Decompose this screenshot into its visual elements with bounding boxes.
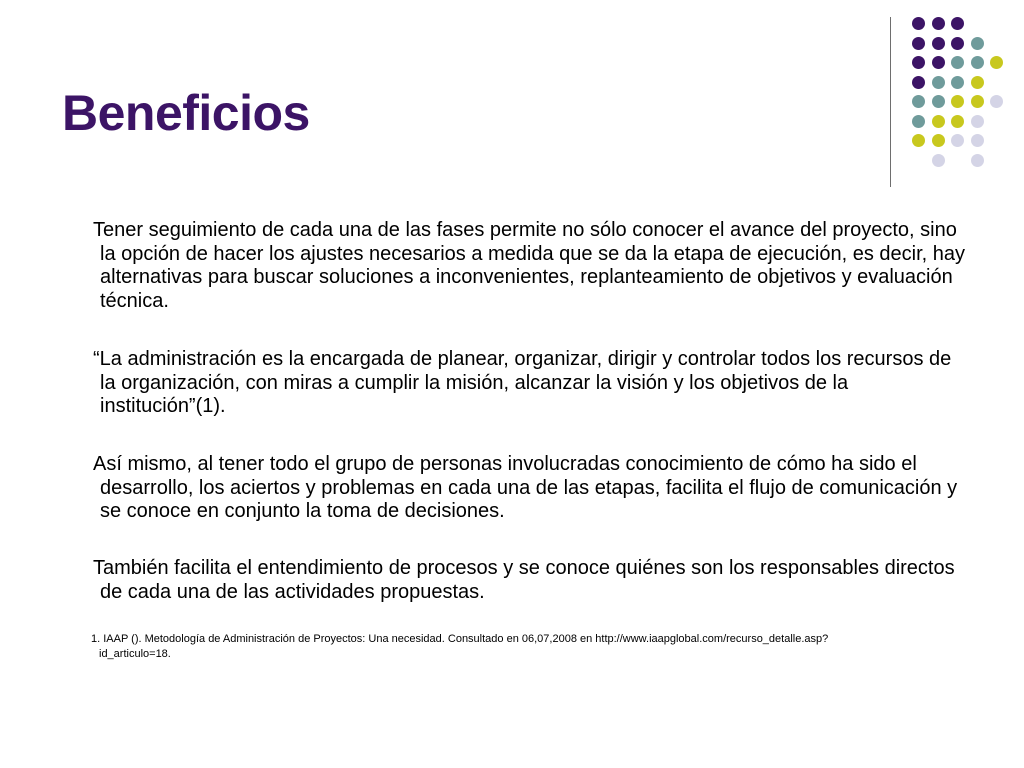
decorative-dot	[951, 56, 964, 69]
slide-title: Beneficios	[62, 85, 310, 141]
decorative-dot	[932, 37, 945, 50]
decorative-dot	[912, 56, 925, 69]
paragraph-comunicacion: Así mismo, al tener todo el grupo de personas involucradas conocimiento de cómo ha sido el desarrollo, los aciertos y problemas en cada una de las etapas, facilita el flujo de comunicación y se conoce en conjunto la toma de decisiones.	[93, 453, 958, 522]
decorative-dot	[971, 56, 984, 69]
decorative-dot	[990, 95, 1003, 108]
decorative-dot	[932, 115, 945, 128]
decorative-dot	[932, 56, 945, 69]
decorative-dot	[912, 17, 925, 30]
decorative-dot	[912, 37, 925, 50]
paragraph-procesos: También facilita el entendimiento de procesos y se conoce quiénes son los responsables directos de cada una de las actividades propuestas.	[93, 557, 955, 603]
decorative-dot	[971, 115, 984, 128]
decorative-dot	[951, 37, 964, 50]
decorative-dot	[951, 134, 964, 147]
decorative-dot	[990, 56, 1003, 69]
decorative-dot	[971, 37, 984, 50]
decorative-dot	[912, 76, 925, 89]
footnote-reference: 1. IAAP (). Metodología de Administración de Proyectos: Una necesidad. Consultado en 06,07,2008 en http://www.iaapglobal.com/recurso_detalle.asp?id_articulo=18.	[91, 633, 829, 660]
decorative-dot	[951, 115, 964, 128]
decorative-dot	[932, 17, 945, 30]
decorative-dot	[932, 95, 945, 108]
decorative-dot	[912, 95, 925, 108]
decorative-dot	[971, 154, 984, 167]
decorative-dot	[912, 115, 925, 128]
decorative-dot	[912, 134, 925, 147]
decorative-dot	[932, 76, 945, 89]
decorative-dot	[932, 134, 945, 147]
decorative-dot	[971, 134, 984, 147]
paragraph-seguimiento: Tener seguimiento de cada una de las fases permite no sólo conocer el avance del proyecto, sino la opción de hacer los ajustes necesarios a medida que se da la etapa de ejecución, es decir, hay alternativas para buscar soluciones a inconvenientes, replanteamiento de objetivos y evaluación técnica.	[93, 219, 965, 312]
decorative-dot	[951, 76, 964, 89]
decorative-dot	[951, 17, 964, 30]
decorative-dot	[971, 95, 984, 108]
vertical-divider	[890, 17, 891, 187]
decorative-dot	[951, 95, 964, 108]
decorative-dot	[932, 154, 945, 167]
decorative-dot	[971, 76, 984, 89]
paragraph-quote-administracion: “La administración es la encargada de planear, organizar, dirigir y controlar todos los recursos de la organización, con miras a cumplir la misión, alcanzar la visión y los objetivos de la institución”(1).	[93, 348, 952, 417]
